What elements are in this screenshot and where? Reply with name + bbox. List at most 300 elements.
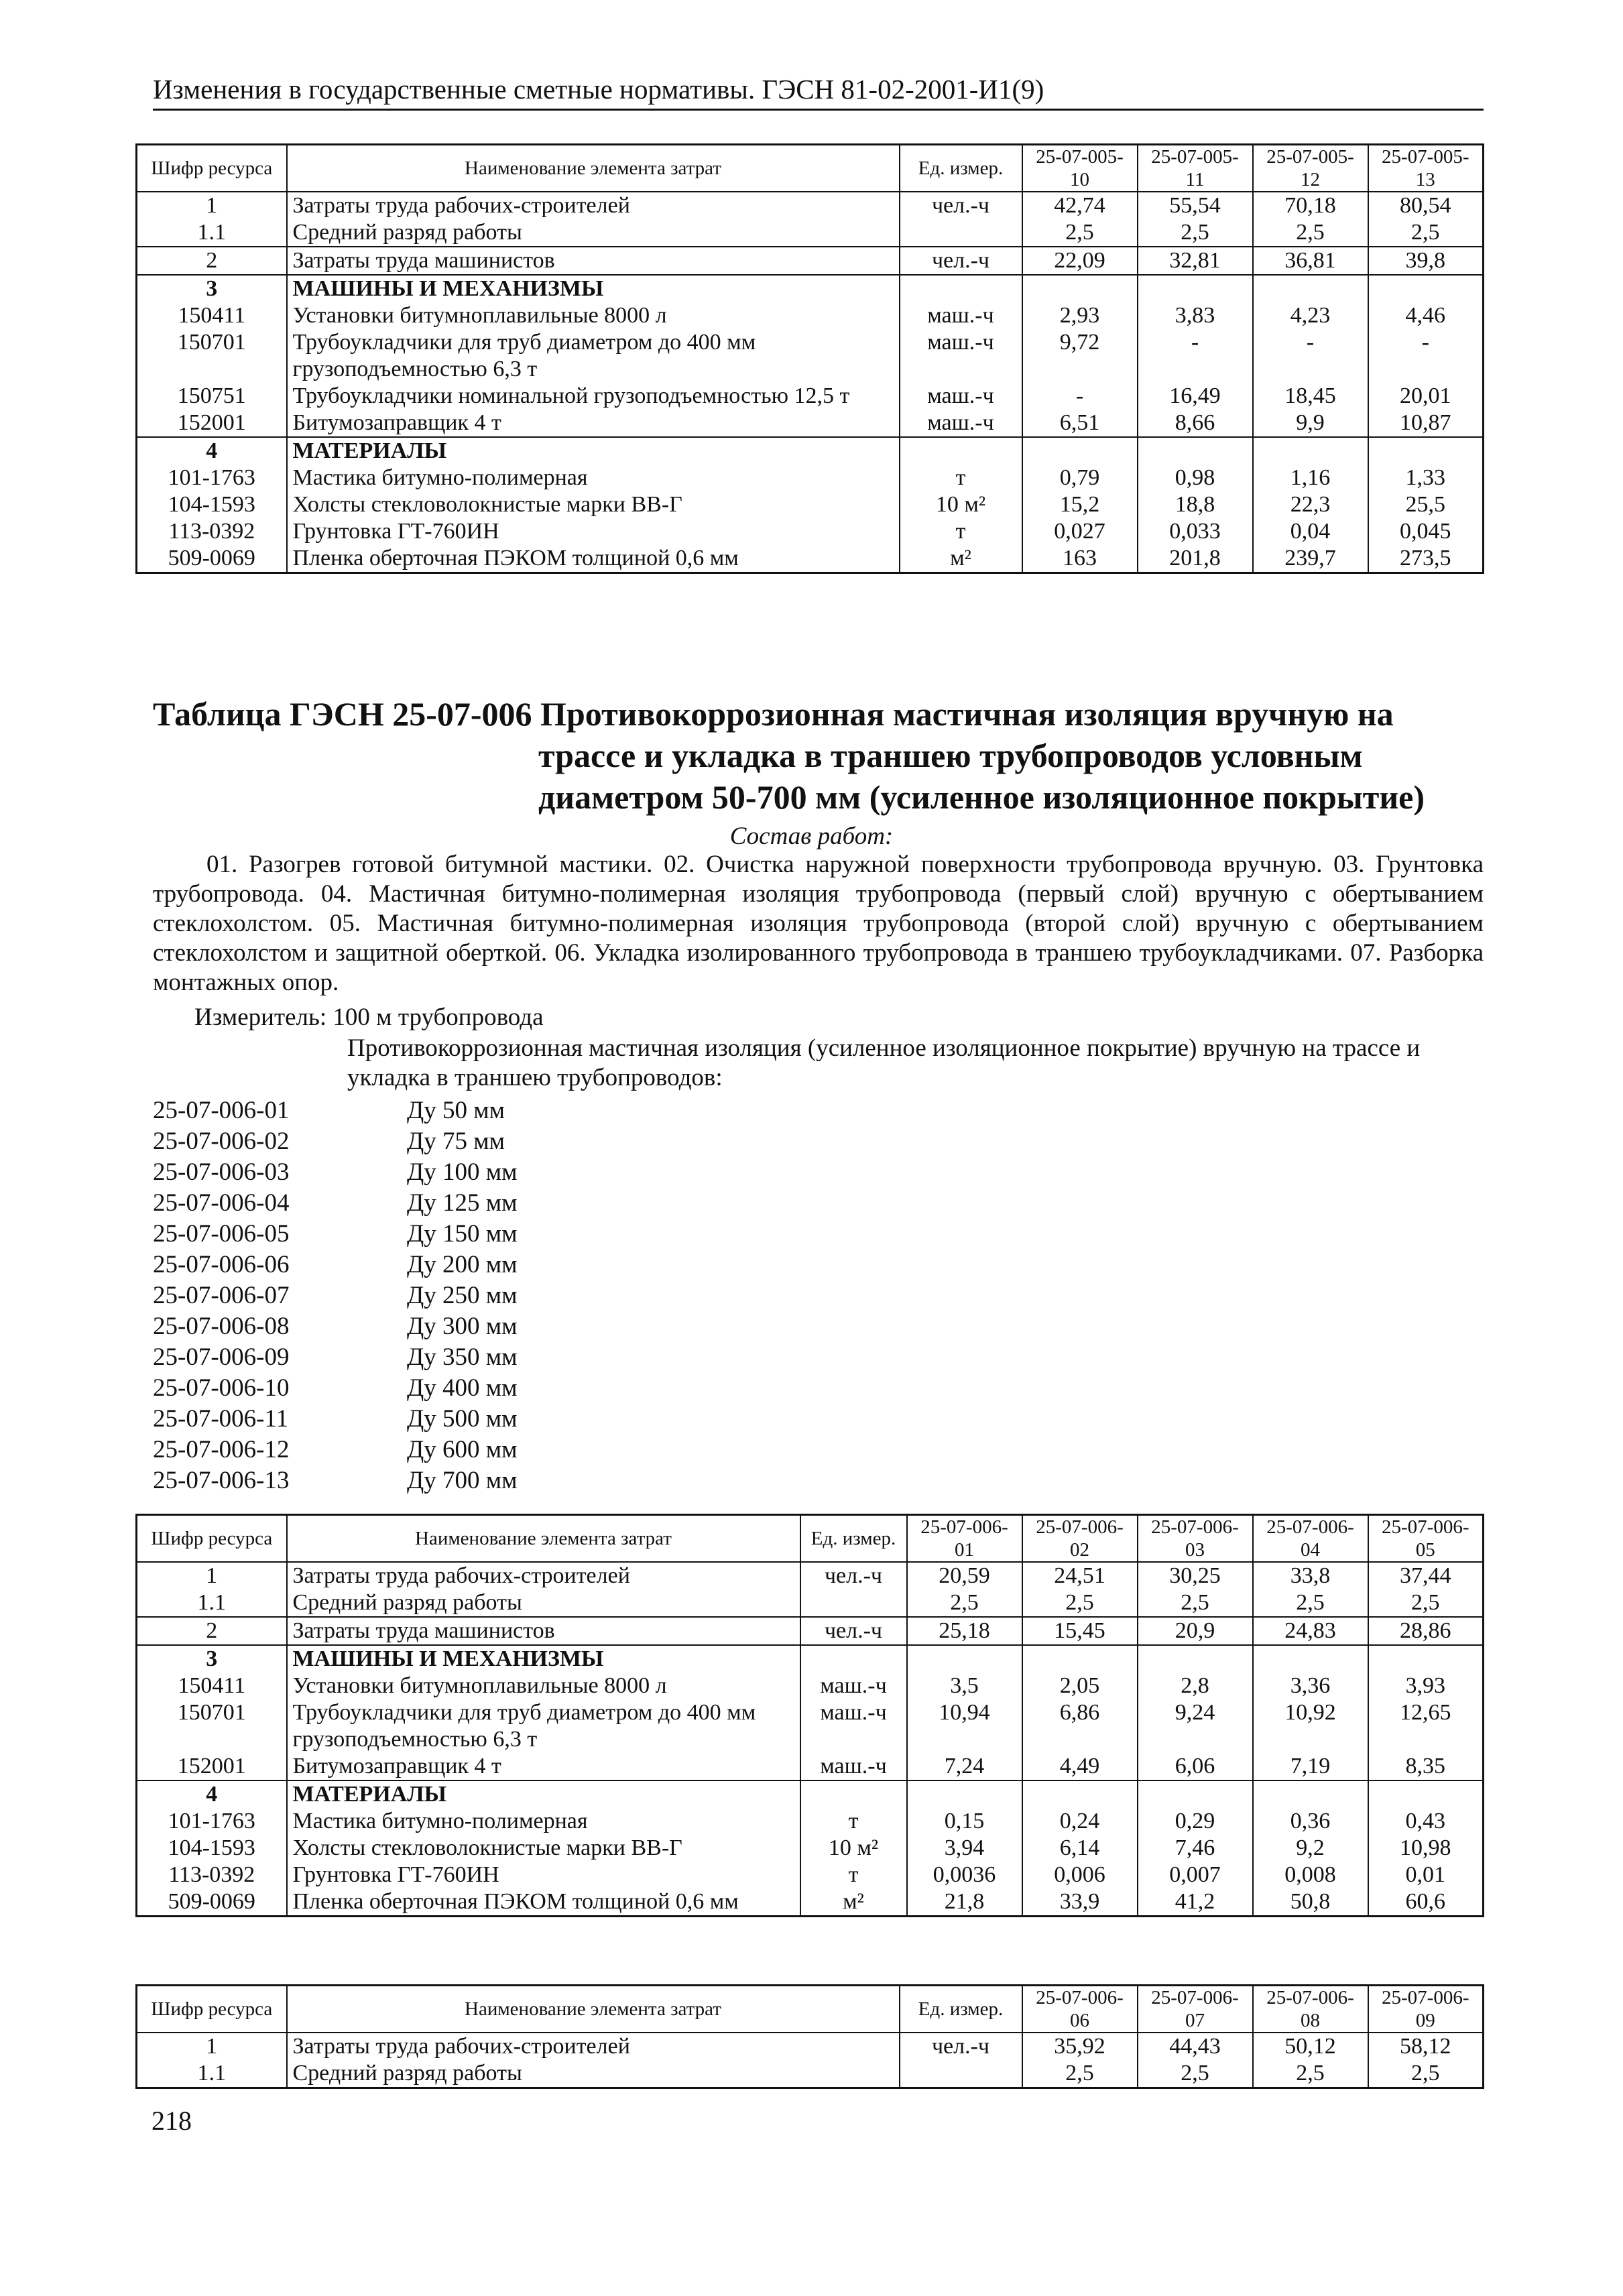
norm-code-row bbox=[153, 1404, 518, 1435]
table-header-row bbox=[137, 1986, 1484, 2033]
row-unit bbox=[900, 219, 1022, 247]
row-value: 15,2 bbox=[1022, 491, 1138, 518]
header-name: Наименование элемента затрат bbox=[287, 145, 900, 192]
norm-code-row bbox=[153, 1095, 518, 1126]
row-value bbox=[907, 1645, 1022, 1673]
row-code: 1.1 bbox=[137, 219, 287, 247]
header-norm-code: 25-07-006-02 bbox=[1022, 1515, 1138, 1563]
row-value: 2,5 bbox=[1253, 219, 1368, 247]
row-value: 0,98 bbox=[1138, 465, 1253, 491]
table-row bbox=[137, 1835, 1484, 1862]
row-code: 3 bbox=[137, 1645, 287, 1673]
header-norm-code: 25-07-006-08 bbox=[1253, 1986, 1368, 2033]
row-value: 2,5 bbox=[1022, 219, 1138, 247]
table-row bbox=[137, 1673, 1484, 1699]
row-value: 44,43 bbox=[1138, 2033, 1253, 2060]
table-row bbox=[137, 219, 1484, 247]
row-name: Установки битумноплавильные 8000 л bbox=[287, 1673, 800, 1699]
row-value: 6,86 bbox=[1022, 1699, 1138, 1753]
row-value: 16,49 bbox=[1138, 383, 1253, 410]
row-value: 6,51 bbox=[1022, 410, 1138, 437]
table-row bbox=[137, 1699, 1484, 1753]
title-line-2: трассе и укладка в траншею трубопроводов условным bbox=[538, 737, 1363, 774]
row-value: 18,45 bbox=[1253, 383, 1368, 410]
row-value: 2,5 bbox=[1368, 219, 1484, 247]
norm-code-row bbox=[153, 1280, 518, 1311]
row-value: 33,9 bbox=[1022, 1888, 1138, 1917]
norm-code-row bbox=[153, 1465, 518, 1496]
norm-code: 25-07-006-12 bbox=[153, 1436, 290, 1463]
row-unit: м² bbox=[800, 1888, 907, 1917]
row-name: Затраты труда рабочих-строителей bbox=[287, 2033, 900, 2060]
row-code: 1 bbox=[137, 2033, 287, 2060]
header-code: Шифр ресурса bbox=[137, 1986, 287, 2033]
norm-code-row bbox=[153, 1435, 518, 1465]
row-value: 0,006 bbox=[1022, 1862, 1138, 1888]
row-value: - bbox=[1253, 329, 1368, 383]
row-value: 25,5 bbox=[1368, 491, 1484, 518]
row-name: Средний разряд работы bbox=[287, 219, 900, 247]
row-unit: 10 м² bbox=[900, 491, 1022, 518]
row-value: 2,5 bbox=[1138, 219, 1253, 247]
row-value: - bbox=[1138, 329, 1253, 383]
header-norm-code: 25-07-006-07 bbox=[1138, 1986, 1253, 2033]
norm-diameter: Ду 600 мм bbox=[407, 1436, 518, 1463]
row-value bbox=[1138, 275, 1253, 302]
resource-table-005 bbox=[135, 143, 1484, 574]
norm-diameter: Ду 350 мм bbox=[407, 1343, 518, 1371]
norm-diameter: Ду 250 мм bbox=[407, 1282, 518, 1309]
row-unit bbox=[900, 2060, 1022, 2088]
row-unit: маш.-ч bbox=[800, 1673, 907, 1699]
row-unit: маш.-ч bbox=[900, 383, 1022, 410]
row-unit: т bbox=[800, 1808, 907, 1835]
header-norm-code: 25-07-005-12 bbox=[1253, 145, 1368, 192]
row-value bbox=[1253, 1645, 1368, 1673]
table-row bbox=[137, 437, 1484, 465]
norm-description: Противокоррозионная мастичная изоляция (усиленное изоляционное покрытие) вручную на трассе и укладка в траншею трубопроводов: bbox=[347, 1034, 1421, 1091]
row-value: 2,5 bbox=[1253, 1589, 1368, 1617]
resource-table-006-06-09 bbox=[135, 1984, 1484, 2089]
row-value: 6,14 bbox=[1022, 1835, 1138, 1862]
row-value: 20,9 bbox=[1138, 1617, 1253, 1645]
row-value: 8,66 bbox=[1138, 410, 1253, 437]
row-name: Средний разряд работы bbox=[287, 2060, 900, 2088]
row-value: 3,93 bbox=[1368, 1673, 1484, 1699]
row-value: 24,51 bbox=[1022, 1562, 1138, 1589]
row-value: 201,8 bbox=[1138, 545, 1253, 573]
row-value bbox=[907, 1780, 1022, 1808]
row-value: 70,18 bbox=[1253, 192, 1368, 219]
row-name: Трубоукладчики для труб диаметром до 400 мм грузоподъемностью 6,3 т bbox=[287, 329, 900, 383]
running-header: Изменения в государственные сметные нормативы. ГЭСН 81-02-2001-И1(9) bbox=[153, 70, 1484, 111]
norm-code-row bbox=[153, 1219, 518, 1250]
header-norm-code: 25-07-006-04 bbox=[1253, 1515, 1368, 1563]
row-value: 0,36 bbox=[1253, 1808, 1368, 1835]
header-norm-code: 25-07-006-01 bbox=[907, 1515, 1022, 1563]
row-name: Затраты труда рабочих-строителей bbox=[287, 192, 900, 219]
table-row bbox=[137, 192, 1484, 219]
row-name: Затраты труда машинистов bbox=[287, 1617, 800, 1645]
norm-code: 25-07-006-05 bbox=[153, 1220, 290, 1248]
row-value: 10,87 bbox=[1368, 410, 1484, 437]
row-value: 22,3 bbox=[1253, 491, 1368, 518]
row-code: 150701 bbox=[137, 329, 287, 383]
row-code: 101-1763 bbox=[137, 465, 287, 491]
row-code: 1.1 bbox=[137, 1589, 287, 1617]
table-header-row bbox=[137, 145, 1484, 192]
norm-diameter: Ду 150 мм bbox=[407, 1220, 518, 1248]
row-code: 150751 bbox=[137, 383, 287, 410]
row-code: 509-0069 bbox=[137, 545, 287, 573]
row-value: - bbox=[1022, 383, 1138, 410]
row-code: 1.1 bbox=[137, 2060, 287, 2088]
norm-code: 25-07-006-03 bbox=[153, 1158, 290, 1186]
row-value: 0,008 bbox=[1253, 1862, 1368, 1888]
header-code: Шифр ресурса bbox=[137, 145, 287, 192]
row-unit: маш.-ч bbox=[900, 302, 1022, 329]
row-name: Средний разряд работы bbox=[287, 1589, 800, 1617]
title-line-1: Таблица ГЭСН 25-07-006 Противокоррозионная мастичная изоляция вручную на bbox=[153, 695, 1394, 733]
row-unit: чел.-ч bbox=[900, 192, 1022, 219]
row-value: 1,16 bbox=[1253, 465, 1368, 491]
norm-code-row bbox=[153, 1342, 518, 1373]
row-value: 2,5 bbox=[1138, 1589, 1253, 1617]
row-value: 50,12 bbox=[1253, 2033, 1368, 2060]
row-unit: чел.-ч bbox=[900, 2033, 1022, 2060]
row-value: 3,5 bbox=[907, 1673, 1022, 1699]
page-number: 218 bbox=[152, 2106, 192, 2136]
header-norm-code: 25-07-006-06 bbox=[1022, 1986, 1138, 2033]
row-unit: чел.-ч bbox=[900, 247, 1022, 275]
row-value: 18,8 bbox=[1138, 491, 1253, 518]
row-name: Установки битумноплавильные 8000 л bbox=[287, 302, 900, 329]
row-unit: маш.-ч bbox=[800, 1699, 907, 1753]
row-value: 22,09 bbox=[1022, 247, 1138, 275]
row-value: 25,18 bbox=[907, 1617, 1022, 1645]
row-name: МАТЕРИАЛЫ bbox=[287, 437, 900, 465]
table-row bbox=[137, 1562, 1484, 1589]
row-code: 113-0392 bbox=[137, 1862, 287, 1888]
row-value: 28,86 bbox=[1368, 1617, 1484, 1645]
row-value: 3,94 bbox=[907, 1835, 1022, 1862]
row-code: 4 bbox=[137, 1780, 287, 1808]
row-value: 7,24 bbox=[907, 1753, 1022, 1780]
table-row bbox=[137, 1780, 1484, 1808]
row-value bbox=[1138, 437, 1253, 465]
row-value: 35,92 bbox=[1022, 2033, 1138, 2060]
row-value: 2,5 bbox=[1022, 2060, 1138, 2088]
table-row bbox=[137, 1808, 1484, 1835]
row-name: Трубоукладчики номинальной грузоподъемностью 12,5 т bbox=[287, 383, 900, 410]
row-value bbox=[1022, 275, 1138, 302]
row-code: 152001 bbox=[137, 410, 287, 437]
row-value: 10,94 bbox=[907, 1699, 1022, 1753]
row-value: 2,5 bbox=[1368, 1589, 1484, 1617]
row-name: Грунтовка ГТ-760ИН bbox=[287, 518, 900, 545]
row-unit: т bbox=[900, 465, 1022, 491]
row-value: 273,5 bbox=[1368, 545, 1484, 573]
row-value bbox=[1368, 1780, 1484, 1808]
norm-diameter: Ду 125 мм bbox=[407, 1189, 518, 1217]
norm-code-row bbox=[153, 1311, 518, 1342]
norm-diameter: Ду 200 мм bbox=[407, 1251, 518, 1278]
row-value bbox=[1368, 275, 1484, 302]
norm-code-row bbox=[153, 1188, 518, 1219]
table-row bbox=[137, 518, 1484, 545]
row-value: 0,79 bbox=[1022, 465, 1138, 491]
row-name: Битумозаправщик 4 т bbox=[287, 1753, 800, 1780]
row-value: 21,8 bbox=[907, 1888, 1022, 1917]
row-code: 2 bbox=[137, 247, 287, 275]
table-row bbox=[137, 545, 1484, 573]
norm-code: 25-07-006-09 bbox=[153, 1343, 290, 1371]
norm-diameter: Ду 300 мм bbox=[407, 1313, 518, 1340]
row-value: 50,8 bbox=[1253, 1888, 1368, 1917]
row-code: 150701 bbox=[137, 1699, 287, 1753]
row-value: 32,81 bbox=[1138, 247, 1253, 275]
row-value: 9,24 bbox=[1138, 1699, 1253, 1753]
row-value: 37,44 bbox=[1368, 1562, 1484, 1589]
table-row bbox=[137, 1589, 1484, 1617]
row-value: 0,045 bbox=[1368, 518, 1484, 545]
row-value: 0,15 bbox=[907, 1808, 1022, 1835]
row-unit: чел.-ч bbox=[800, 1617, 907, 1645]
row-unit bbox=[800, 1589, 907, 1617]
row-value: 4,49 bbox=[1022, 1753, 1138, 1780]
row-value: 0,24 bbox=[1022, 1808, 1138, 1835]
header-norm-code: 25-07-005-13 bbox=[1368, 145, 1484, 192]
row-value: 41,2 bbox=[1138, 1888, 1253, 1917]
row-value: 0,0036 bbox=[907, 1862, 1022, 1888]
table-row bbox=[137, 383, 1484, 410]
row-value: 6,06 bbox=[1138, 1753, 1253, 1780]
work-composition-text: 01. Разогрев готовой битумной мастики. 02. Очистка наружной поверхности трубопровода вручную. 03. Грунтовка трубопровода. 04. Мастичная битумно-полимерная изоляция трубопровода (первый слой) вручную с обертыванием стеклохолстом. 05. Мастичная битумно-полимерная изоляция трубопровода (второй слой) вручную с обертыванием стеклохолстом и защитной оберткой. 06. Укладка изолированного трубопровода в траншею трубоукладчиками. 07. Разборка монтажных опор. bbox=[153, 851, 1484, 996]
row-name: Грунтовка ГТ-760ИН bbox=[287, 1862, 800, 1888]
row-unit: маш.-ч bbox=[900, 329, 1022, 383]
row-unit: чел.-ч bbox=[800, 1562, 907, 1589]
norm-code-row bbox=[153, 1250, 518, 1280]
row-value: 20,01 bbox=[1368, 383, 1484, 410]
row-name: МАШИНЫ И МЕХАНИЗМЫ bbox=[287, 275, 900, 302]
row-code: 113-0392 bbox=[137, 518, 287, 545]
row-value bbox=[1253, 1780, 1368, 1808]
row-value: 80,54 bbox=[1368, 192, 1484, 219]
row-value: 2,05 bbox=[1022, 1673, 1138, 1699]
table-row bbox=[137, 1753, 1484, 1780]
row-value: 2,5 bbox=[1253, 2060, 1368, 2088]
row-unit: т bbox=[800, 1862, 907, 1888]
row-value: 55,54 bbox=[1138, 192, 1253, 219]
row-value: 8,35 bbox=[1368, 1753, 1484, 1780]
row-unit: 10 м² bbox=[800, 1835, 907, 1862]
table-row bbox=[137, 2060, 1484, 2088]
row-code: 3 bbox=[137, 275, 287, 302]
norm-code: 25-07-006-10 bbox=[153, 1374, 290, 1402]
row-unit: м² bbox=[900, 545, 1022, 573]
row-value: 9,9 bbox=[1253, 410, 1368, 437]
row-code: 4 bbox=[137, 437, 287, 465]
row-name: Холсты стекловолокнистые марки ВВ-Г bbox=[287, 1835, 800, 1862]
norm-code: 25-07-006-13 bbox=[153, 1467, 290, 1494]
row-unit: т bbox=[900, 518, 1022, 545]
norm-diameter: Ду 400 мм bbox=[407, 1374, 518, 1402]
row-unit bbox=[800, 1780, 907, 1808]
row-name: Пленка оберточная ПЭКОМ толщиной 0,6 мм bbox=[287, 1888, 800, 1917]
row-name: Битумозаправщик 4 т bbox=[287, 410, 900, 437]
table-row bbox=[137, 1617, 1484, 1645]
norm-code: 25-07-006-04 bbox=[153, 1189, 290, 1217]
row-value bbox=[1368, 1645, 1484, 1673]
row-value: 0,29 bbox=[1138, 1808, 1253, 1835]
row-value: 12,65 bbox=[1368, 1699, 1484, 1753]
row-value bbox=[1022, 1780, 1138, 1808]
norm-diameter: Ду 100 мм bbox=[407, 1158, 518, 1186]
title-line-3: диаметром 50-700 мм (усиленное изоляционное покрытие) bbox=[538, 778, 1425, 816]
row-unit bbox=[900, 275, 1022, 302]
row-value bbox=[1138, 1645, 1253, 1673]
row-code: 509-0069 bbox=[137, 1888, 287, 1917]
norm-code: 25-07-006-07 bbox=[153, 1282, 290, 1309]
row-unit bbox=[900, 437, 1022, 465]
row-value: 2,5 bbox=[1022, 1589, 1138, 1617]
row-value: 2,5 bbox=[1138, 2060, 1253, 2088]
row-value: 20,59 bbox=[907, 1562, 1022, 1589]
row-code: 101-1763 bbox=[137, 1808, 287, 1835]
norm-code-row bbox=[153, 1157, 518, 1188]
row-value: 0,43 bbox=[1368, 1808, 1484, 1835]
norm-code-list bbox=[153, 1095, 518, 1496]
norm-code-row bbox=[153, 1373, 518, 1404]
row-value: 163 bbox=[1022, 545, 1138, 573]
row-value: 3,83 bbox=[1138, 302, 1253, 329]
norm-diameter: Ду 500 мм bbox=[407, 1405, 518, 1433]
row-value: 0,027 bbox=[1022, 518, 1138, 545]
row-value: 2,5 bbox=[1368, 2060, 1484, 2088]
row-value: 1,33 bbox=[1368, 465, 1484, 491]
table-row bbox=[137, 491, 1484, 518]
header-norm-code: 25-07-006-03 bbox=[1138, 1515, 1253, 1563]
row-value: 60,6 bbox=[1368, 1888, 1484, 1917]
norm-diameter: Ду 50 мм bbox=[407, 1097, 505, 1124]
row-name: Пленка оберточная ПЭКОМ толщиной 0,6 мм bbox=[287, 545, 900, 573]
row-name: Трубоукладчики для труб диаметром до 400 мм грузоподъемностью 6,3 т bbox=[287, 1699, 800, 1753]
table-header-row bbox=[137, 1515, 1484, 1563]
row-value: 2,8 bbox=[1138, 1673, 1253, 1699]
header-norm-code: 25-07-006-09 bbox=[1368, 1986, 1484, 2033]
row-value: 7,19 bbox=[1253, 1753, 1368, 1780]
row-name: Мастика битумно-полимерная bbox=[287, 1808, 800, 1835]
header-unit: Ед. измер. bbox=[800, 1515, 907, 1563]
norm-code: 25-07-006-02 bbox=[153, 1128, 290, 1155]
row-value bbox=[1138, 1780, 1253, 1808]
norm-diameter: Ду 700 мм bbox=[407, 1467, 518, 1494]
row-value: 33,8 bbox=[1253, 1562, 1368, 1589]
row-value: 39,8 bbox=[1368, 247, 1484, 275]
work-composition-label: Состав работ: bbox=[729, 823, 894, 850]
row-value: 239,7 bbox=[1253, 545, 1368, 573]
row-value: 3,36 bbox=[1253, 1673, 1368, 1699]
table-row bbox=[137, 247, 1484, 275]
row-value: 0,007 bbox=[1138, 1862, 1253, 1888]
table-row bbox=[137, 1645, 1484, 1673]
table-row bbox=[137, 329, 1484, 383]
row-code: 150411 bbox=[137, 1673, 287, 1699]
header-code: Шифр ресурса bbox=[137, 1515, 287, 1563]
row-code: 1 bbox=[137, 1562, 287, 1589]
row-unit: маш.-ч bbox=[800, 1753, 907, 1780]
table-title bbox=[153, 693, 1484, 818]
row-name: Холсты стекловолокнистые марки ВВ-Г bbox=[287, 491, 900, 518]
row-value bbox=[1253, 437, 1368, 465]
resource-table-006-01-05 bbox=[135, 1514, 1484, 1917]
row-value: 0,033 bbox=[1138, 518, 1253, 545]
norm-code: 25-07-006-08 bbox=[153, 1313, 290, 1340]
row-value: 9,72 bbox=[1022, 329, 1138, 383]
row-value bbox=[1022, 1645, 1138, 1673]
row-value: 10,92 bbox=[1253, 1699, 1368, 1753]
table-row bbox=[137, 1862, 1484, 1888]
header-norm-code: 25-07-006-05 bbox=[1368, 1515, 1484, 1563]
row-value: 15,45 bbox=[1022, 1617, 1138, 1645]
header-norm-code: 25-07-005-10 bbox=[1022, 145, 1138, 192]
table-row bbox=[137, 410, 1484, 437]
row-value: 30,25 bbox=[1138, 1562, 1253, 1589]
norm-code-row bbox=[153, 1126, 518, 1157]
row-code: 1 bbox=[137, 192, 287, 219]
row-code: 2 bbox=[137, 1617, 287, 1645]
row-value: 0,01 bbox=[1368, 1862, 1484, 1888]
row-value: 9,2 bbox=[1253, 1835, 1368, 1862]
row-name: Затраты труда рабочих-строителей bbox=[287, 1562, 800, 1589]
row-value: 10,98 bbox=[1368, 1835, 1484, 1862]
row-value: 4,23 bbox=[1253, 302, 1368, 329]
row-name: Мастика битумно-полимерная bbox=[287, 465, 900, 491]
header-name: Наименование элемента затрат bbox=[287, 1515, 800, 1563]
row-unit: маш.-ч bbox=[900, 410, 1022, 437]
row-value bbox=[1022, 437, 1138, 465]
row-value: 2,5 bbox=[907, 1589, 1022, 1617]
header-name: Наименование элемента затрат bbox=[287, 1986, 900, 2033]
header-unit: Ед. измер. bbox=[900, 145, 1022, 192]
norm-code: 25-07-006-06 bbox=[153, 1251, 290, 1278]
row-code: 150411 bbox=[137, 302, 287, 329]
row-value: 58,12 bbox=[1368, 2033, 1484, 2060]
row-unit bbox=[800, 1645, 907, 1673]
row-name: МАТЕРИАЛЫ bbox=[287, 1780, 800, 1808]
row-name: МАШИНЫ И МЕХАНИЗМЫ bbox=[287, 1645, 800, 1673]
table-row bbox=[137, 302, 1484, 329]
row-value: 42,74 bbox=[1022, 192, 1138, 219]
row-code: 152001 bbox=[137, 1753, 287, 1780]
norm-diameter: Ду 75 мм bbox=[407, 1128, 505, 1155]
row-value: 24,83 bbox=[1253, 1617, 1368, 1645]
row-code: 104-1593 bbox=[137, 491, 287, 518]
table-row bbox=[137, 465, 1484, 491]
norm-code: 25-07-006-01 bbox=[153, 1097, 290, 1124]
header-unit: Ед. измер. bbox=[900, 1986, 1022, 2033]
row-value: 0,04 bbox=[1253, 518, 1368, 545]
table-row bbox=[137, 2033, 1484, 2060]
norm-code: 25-07-006-11 bbox=[153, 1405, 289, 1433]
row-value: 7,46 bbox=[1138, 1835, 1253, 1862]
header-norm-code: 25-07-005-11 bbox=[1138, 145, 1253, 192]
table-row bbox=[137, 275, 1484, 302]
row-name: Затраты труда машинистов bbox=[287, 247, 900, 275]
row-value bbox=[1368, 437, 1484, 465]
row-value: 4,46 bbox=[1368, 302, 1484, 329]
row-value: 36,81 bbox=[1253, 247, 1368, 275]
